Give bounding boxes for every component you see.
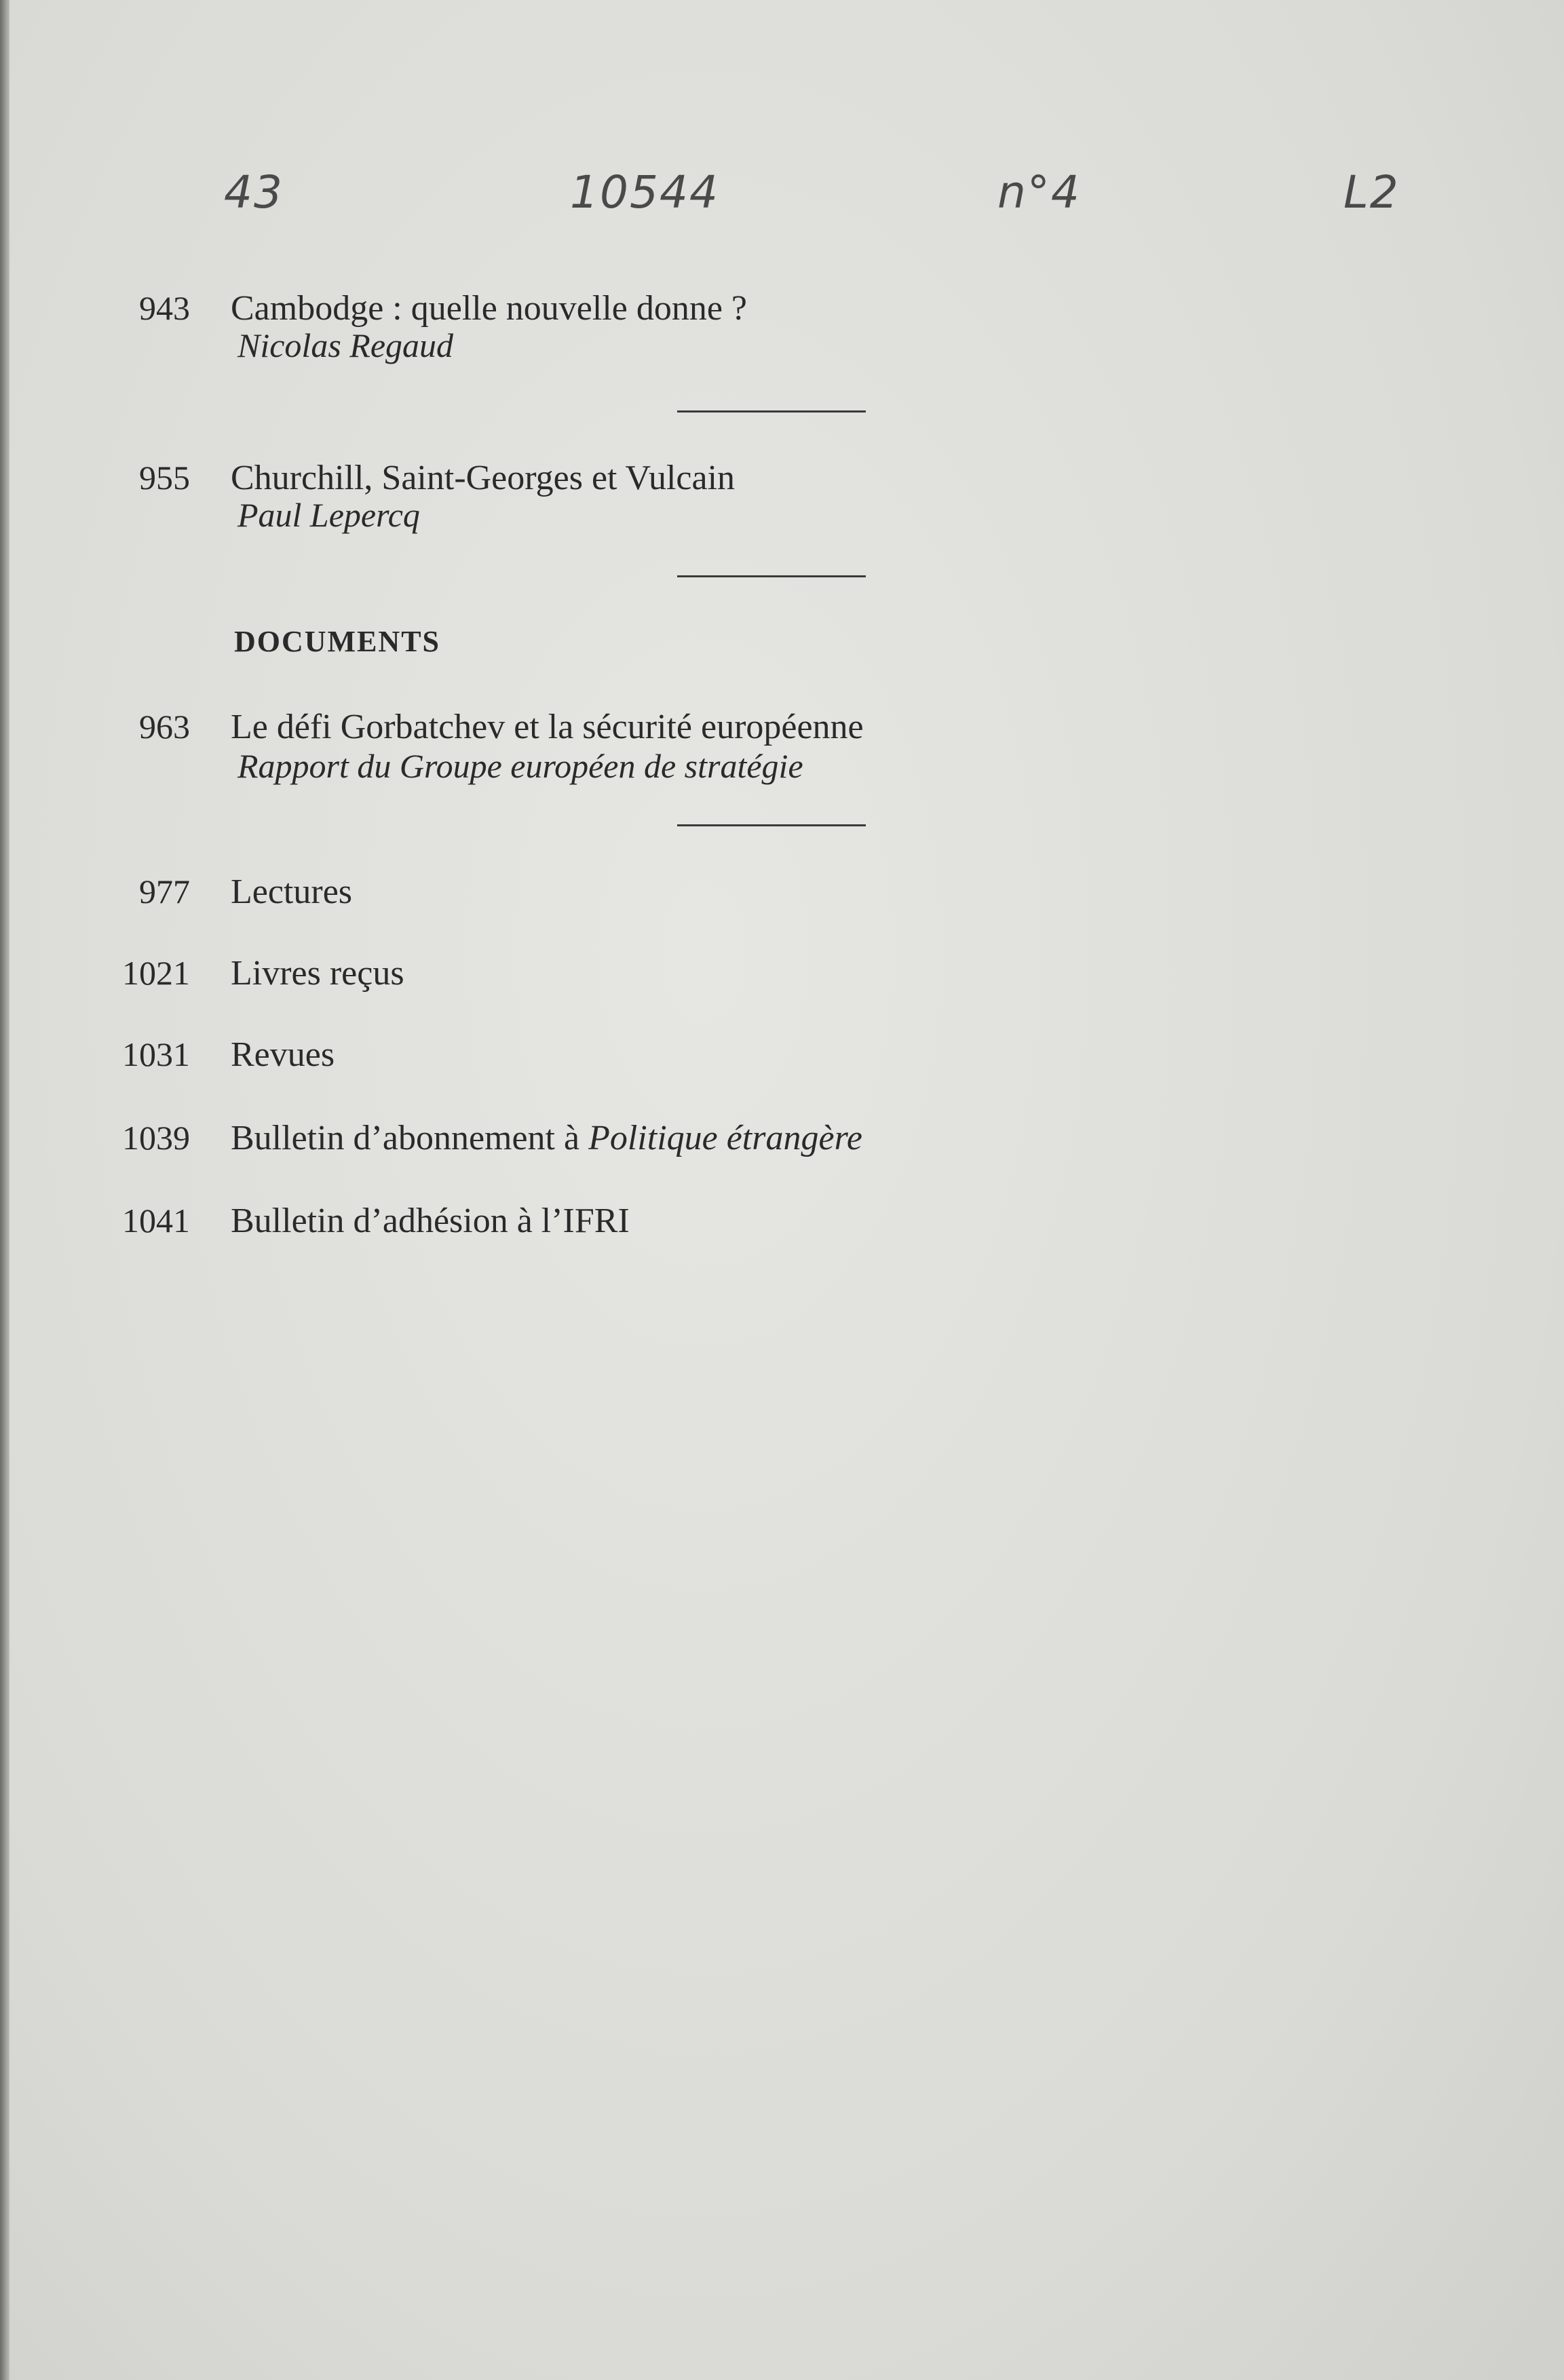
separator-rule [677,410,866,412]
toc-page-number: 943 [139,289,190,327]
toc-page-number: 955 [139,459,190,497]
handwritten-mark-4: L2 [1343,166,1400,218]
separator-rule [677,575,866,577]
toc-page-number: 977 [139,872,190,910]
toc-author: Nicolas Regaud [237,326,454,364]
toc-title: Lectures [231,872,353,911]
toc-title: Livres reçus [231,954,404,993]
separator-rule [677,824,866,826]
toc-title: Bulletin d’adhésion à l’IFRI [231,1202,630,1240]
toc-title-italic: Politique étrangère [588,1119,862,1157]
toc-title: Le défi Gorbatchev et la sécurité européenne [231,708,864,746]
toc-page-number: 1041 [122,1202,190,1240]
section-heading-documents: DOCUMENTS [234,625,441,658]
handwritten-mark-1: 43 [224,166,284,218]
handwritten-mark-2: 10544 [570,166,719,218]
handwritten-mark-3: n°4 [997,166,1081,218]
binding-edge [0,0,9,2380]
toc-title: Cambodge : quelle nouvelle donne ? [231,289,748,328]
toc-author: Paul Lepercq [237,496,420,534]
toc-title [231,1118,862,1158]
toc-author: Rapport du Groupe européen de stratégie [237,747,803,785]
toc-title: Churchill, Saint-Georges et Vulcain [231,459,736,497]
toc-title: Revues [231,1035,335,1074]
toc-page-number: 963 [139,708,190,746]
toc-page-number: 1039 [122,1119,190,1157]
toc-title-prefix: Bulletin d’abonnement à [231,1119,589,1157]
toc-page-number: 1021 [122,954,190,992]
toc-page-number: 1031 [122,1035,190,1073]
